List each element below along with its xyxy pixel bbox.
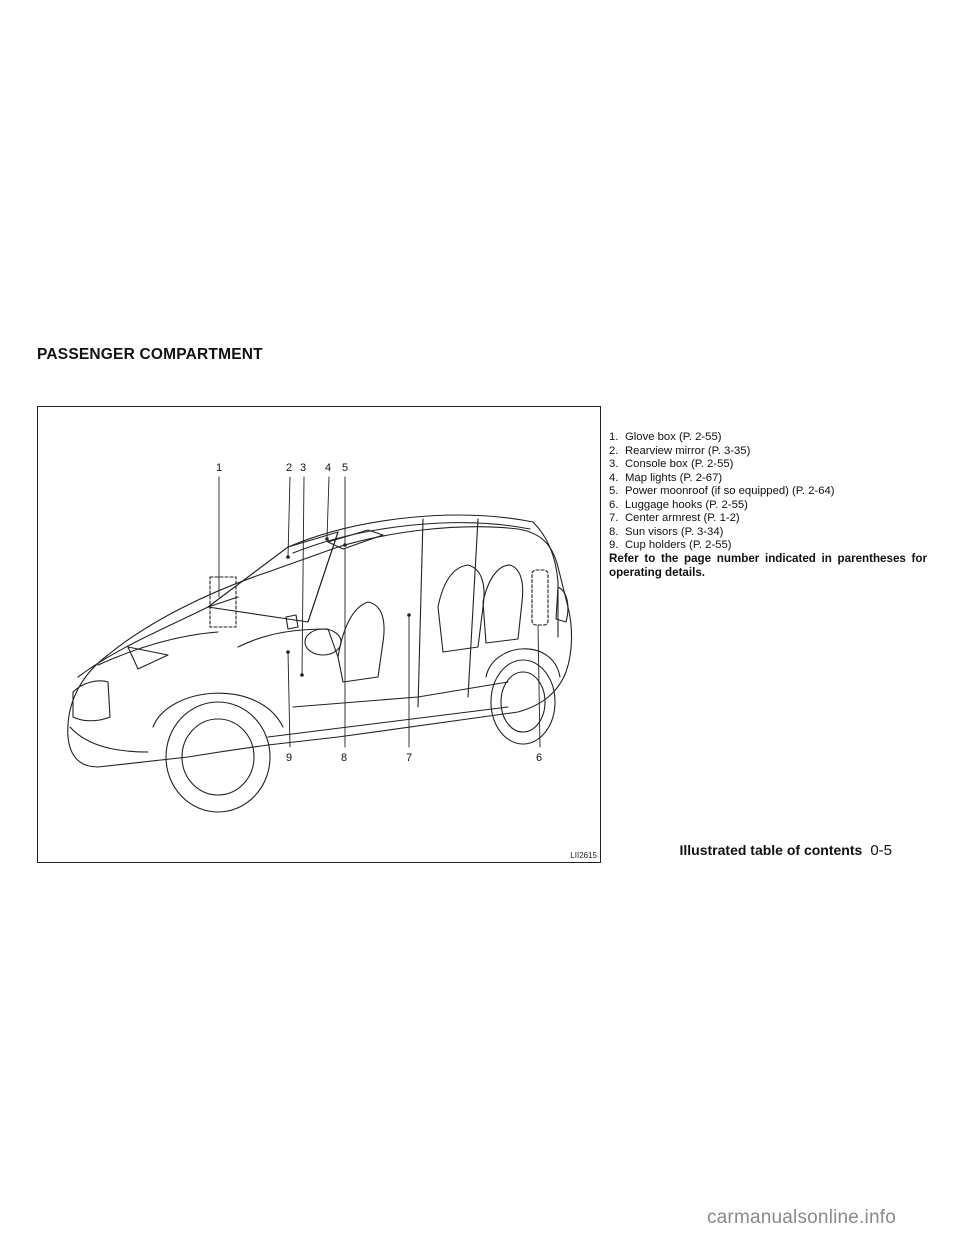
hood-line	[78, 597, 238, 677]
callout-2: 2	[286, 462, 293, 474]
component-legend	[609, 431, 927, 553]
callout-leaders	[219, 477, 540, 747]
callout-1: 1	[216, 462, 223, 474]
rear-wheel-inner	[501, 672, 545, 732]
legend-item: 5. Power moonroof (if so equipped) (P. 2-64)	[609, 485, 835, 497]
passenger-compartment-figure	[37, 406, 601, 863]
legend-item: 8. Sun visors (P. 3-34)	[609, 525, 724, 538]
callout-3: 3	[300, 462, 307, 474]
bumper	[70, 727, 148, 752]
legend-item: 9. Cup holders (P. 2-55)	[609, 539, 732, 551]
footer-label: Illustrated table of contents	[679, 842, 863, 858]
front-door-line	[293, 697, 418, 707]
rear-door-line	[418, 682, 508, 697]
b-pillar	[418, 519, 423, 707]
legend-item: 6. Luggage hooks (P. 2-55)	[609, 498, 748, 511]
legend-item: 2. Rearview mirror (P. 3-35)	[609, 444, 751, 457]
page-number: 0-5	[870, 842, 892, 859]
grille	[73, 681, 110, 721]
legend-item: 1. Glove box (P. 2-55)	[609, 431, 722, 443]
side-sill	[268, 707, 508, 737]
front-wheel-inner	[182, 719, 254, 795]
rear-hatch	[533, 522, 558, 637]
callout-4: 4	[325, 462, 332, 474]
rear-seat-2	[483, 565, 523, 643]
callout-6: 6	[536, 752, 543, 764]
figure-code: LII2615	[570, 851, 597, 860]
legend-item: 7. Center armrest (P. 1-2)	[609, 512, 740, 524]
side-mirror	[286, 615, 298, 629]
callout-8: 8	[341, 752, 348, 764]
rear-wheel-arch	[486, 649, 560, 677]
callout-9: 9	[286, 752, 293, 764]
section-title: PASSENGER COMPARTMENT	[37, 346, 263, 363]
callout-7: 7	[406, 752, 413, 764]
legend-item: 4. Map lights (P. 2-67)	[609, 471, 723, 484]
callout-dots	[286, 537, 411, 677]
page-footer	[680, 842, 893, 859]
watermark: carmanualsonline.info	[706, 1207, 896, 1228]
legend-item: 3. Console box (P. 2-55)	[609, 458, 734, 470]
callout-5: 5	[342, 462, 349, 474]
luggage-hook-marker	[532, 570, 548, 625]
rear-seat	[438, 565, 484, 652]
front-wheel-arch	[153, 693, 283, 727]
reference-note: Refer to the page number indicated in parentheses for operating details.	[609, 552, 927, 579]
vehicle-line-drawing	[38, 407, 602, 864]
c-pillar	[468, 519, 478, 697]
